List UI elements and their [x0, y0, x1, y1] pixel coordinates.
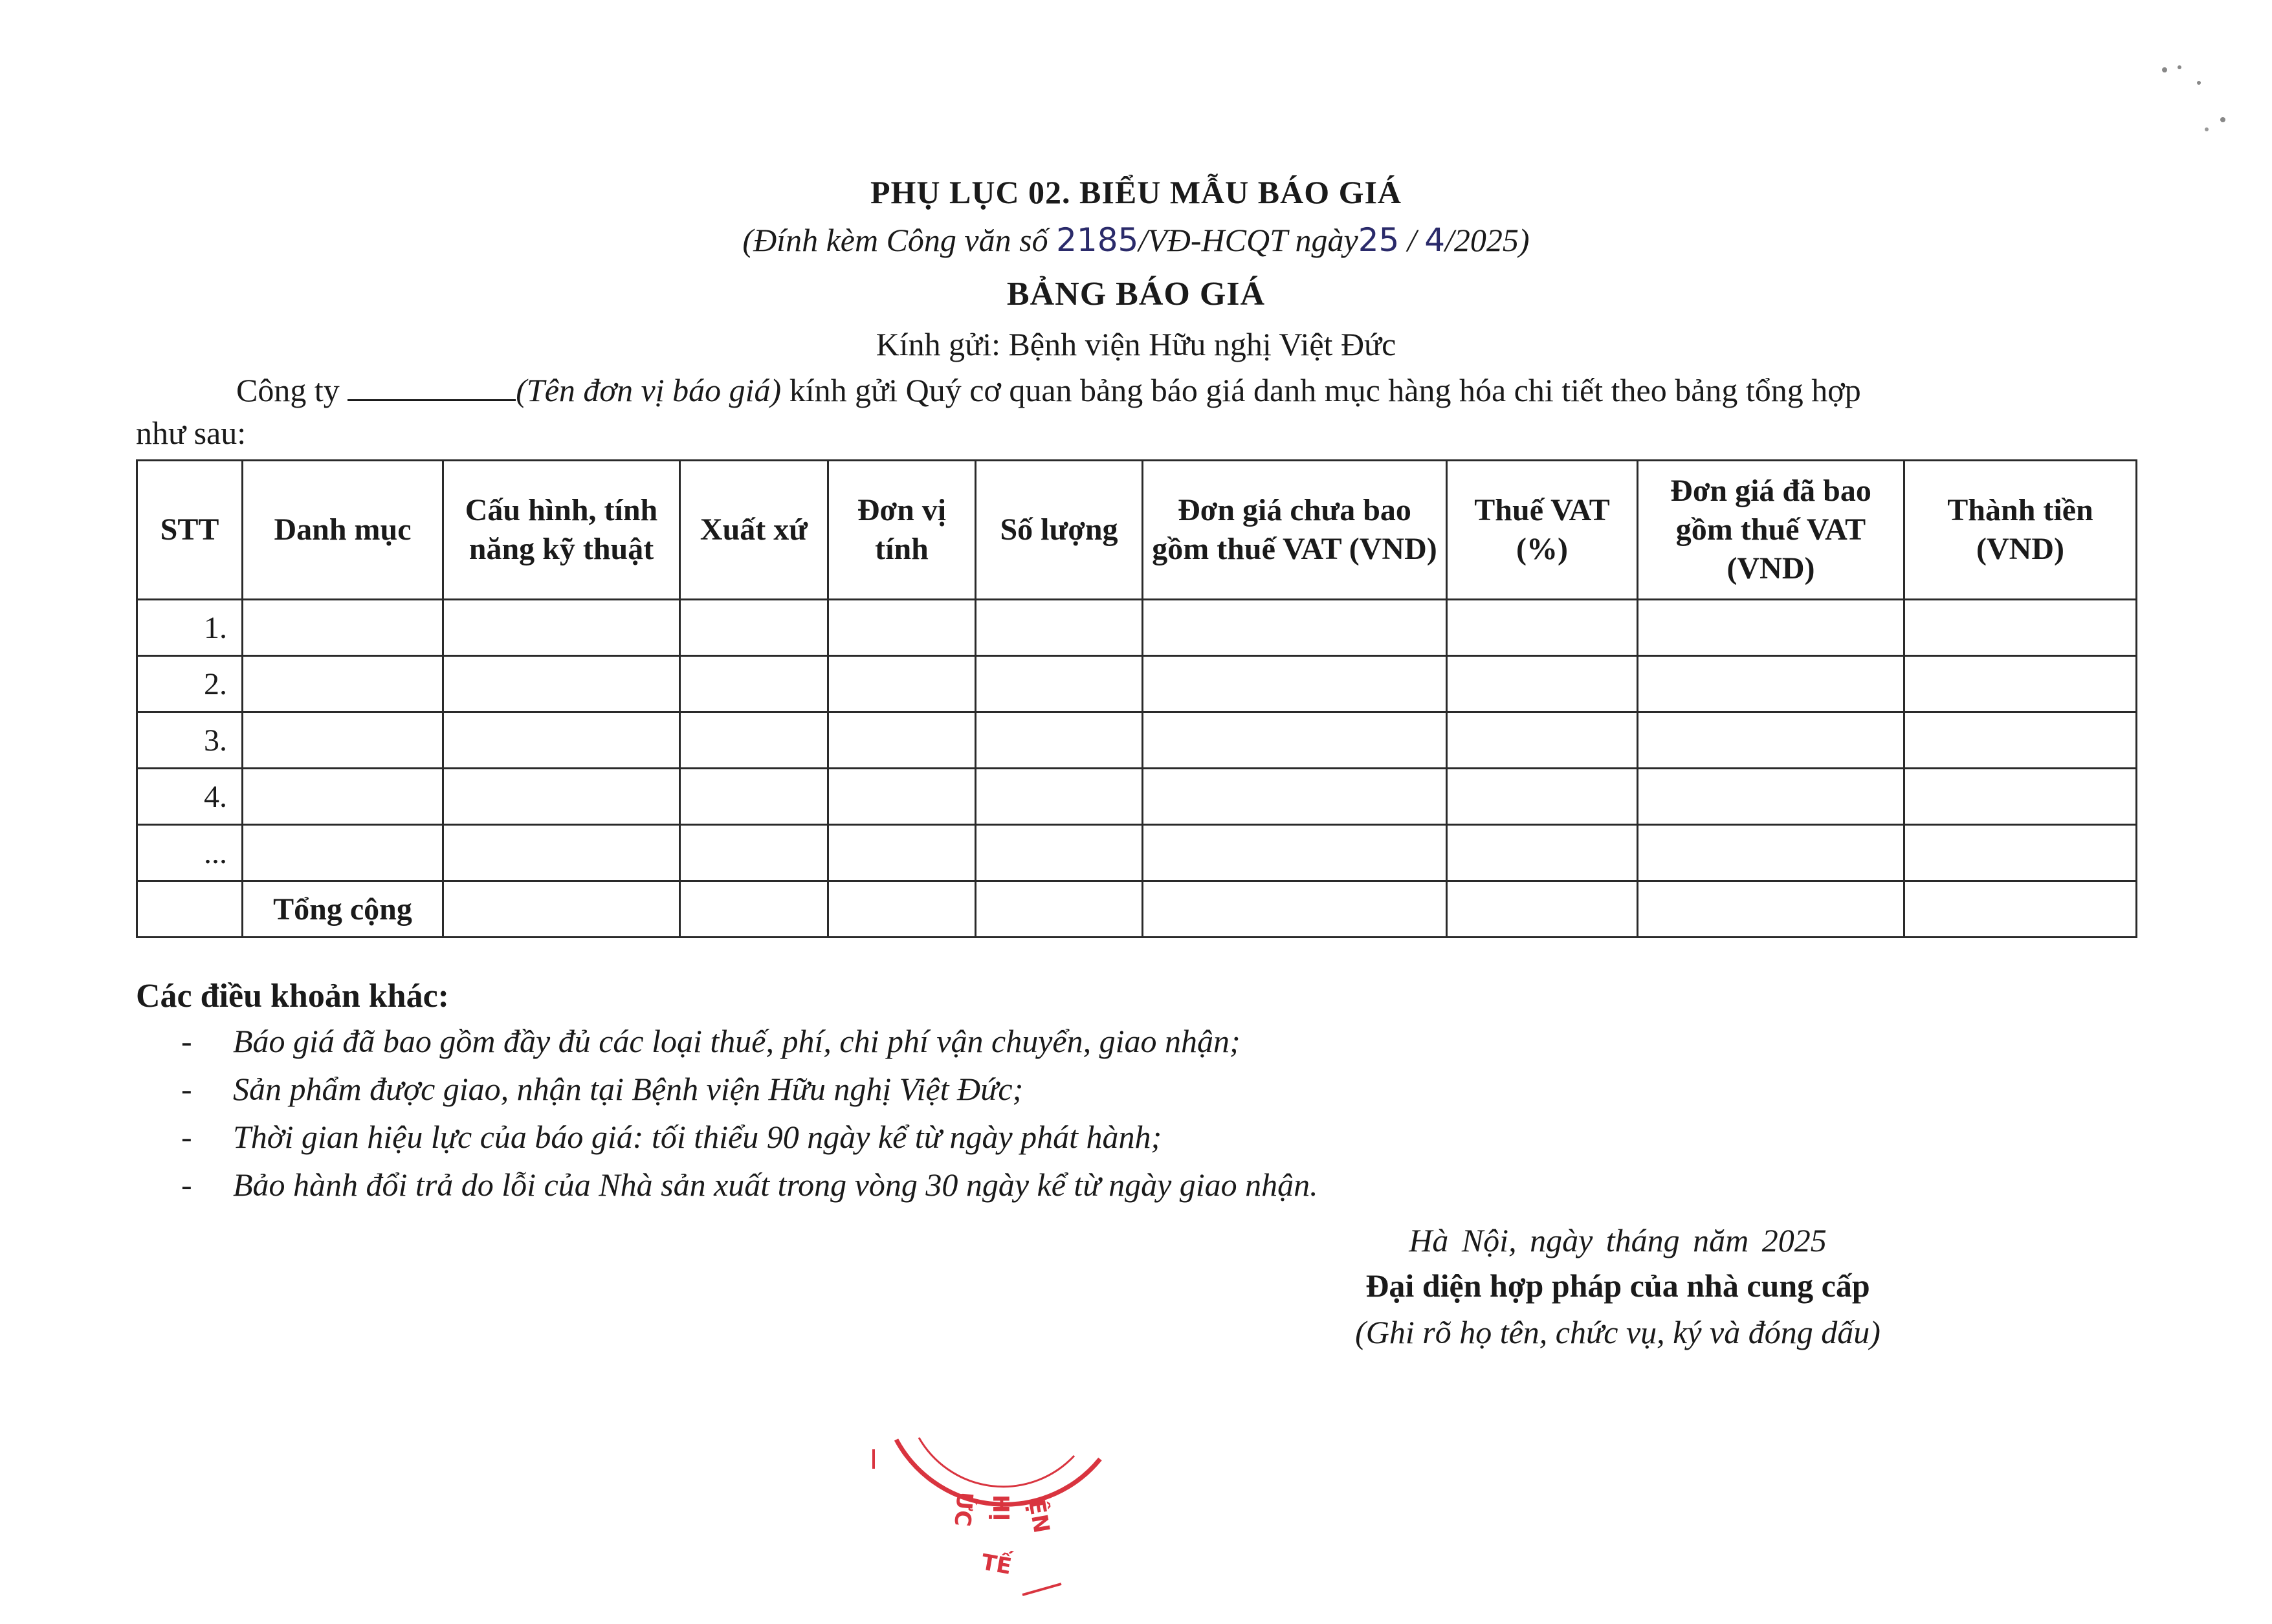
table-cell — [1447, 769, 1638, 825]
table-cell — [1638, 825, 1904, 881]
table-row — [137, 825, 2137, 881]
header-vat-rate: Thuế VAT (%) — [1447, 461, 1638, 600]
table-cell — [443, 656, 680, 712]
row-number: ... — [137, 825, 243, 881]
signature-title: Đại diện hợp pháp của nhà cung cấp — [1365, 1267, 1870, 1304]
official-stamp — [867, 1430, 1126, 1624]
attachment-mid: /VĐ-HCQT ngày — [1138, 222, 1358, 258]
header-unit: Đơn vị tính — [828, 461, 976, 600]
table-cell — [828, 712, 976, 769]
signature-note: (Ghi rõ họ tên, chức vụ, ký và đóng dấu) — [1355, 1314, 1880, 1350]
attachment-prefix: (Đính kèm Công văn số — [742, 222, 1057, 258]
header-quantity: Số lượng — [976, 461, 1143, 600]
date-separator: / — [1399, 222, 1425, 258]
total-label: Tổng cộng — [243, 881, 443, 938]
quotation-table — [136, 459, 2137, 938]
table-cell — [828, 825, 976, 881]
table-row — [137, 656, 2137, 712]
table-cell — [1447, 881, 1638, 938]
term-text: Bảo hành đổi trả do lỗi của Nhà sản xuất trong vòng 30 ngày kể từ ngày giao nhận. — [233, 1167, 1318, 1203]
table-cell — [443, 712, 680, 769]
header-amount: Thành tiền (VND) — [1904, 461, 2137, 600]
table-row — [137, 769, 2137, 825]
handwritten-day: 25 — [1358, 221, 1400, 259]
table-cell — [1638, 600, 1904, 656]
table-cell — [1904, 712, 2137, 769]
table-cell — [1638, 656, 1904, 712]
table-cell — [243, 600, 443, 656]
recipient-line: Kính gửi: Bệnh viện Hữu nghị Việt Đức — [876, 326, 1396, 362]
table-cell — [680, 600, 828, 656]
table-cell — [443, 825, 680, 881]
table-cell — [828, 600, 976, 656]
row-number: 1. — [137, 600, 243, 656]
table-cell — [1447, 825, 1638, 881]
table-cell — [828, 881, 976, 938]
table-cell — [680, 712, 828, 769]
company-placeholder: (Tên đơn vị báo giá) — [516, 372, 782, 408]
term-text: Báo giá đã bao gồm đầy đủ các loại thuế, phí, chi phí vận chuyển, giao nhận; — [233, 1023, 1241, 1059]
table-cell — [443, 600, 680, 656]
table-cell — [1143, 881, 1447, 938]
table-cell — [1447, 656, 1638, 712]
table-cell — [1904, 656, 2137, 712]
table-cell — [976, 656, 1143, 712]
row-number: 3. — [137, 712, 243, 769]
header-unit-price-incl-vat: Đơn giá đã bao gồm thuế VAT (VND) — [1638, 461, 1904, 600]
table-cell — [1638, 881, 1904, 938]
stamp-text-4: TẾ — [979, 1549, 1014, 1580]
table-cell — [680, 769, 828, 825]
table-cell — [1904, 825, 2137, 881]
table-cell — [137, 881, 243, 938]
stamp-text-3: ỨC — [949, 1491, 978, 1528]
table-cell — [680, 825, 828, 881]
list-item — [181, 1022, 2058, 1070]
terms-list — [181, 1022, 2058, 1214]
header-stt: STT — [137, 461, 243, 600]
table-cell — [1143, 825, 1447, 881]
attachment-suffix: /2025) — [1445, 222, 1530, 258]
row-number: 2. — [137, 656, 243, 712]
intro-text-1: kính gửi Quý cơ quan bảng báo giá danh mục hàng hóa chi tiết theo bảng tổng hợp — [781, 372, 1861, 408]
stamp-text-2: HỊ — [987, 1495, 1013, 1522]
table-cell — [1143, 656, 1447, 712]
header-origin: Xuất xứ — [680, 461, 828, 600]
table-header-row — [137, 461, 2137, 600]
table-row — [137, 600, 2137, 656]
table-cell — [680, 656, 828, 712]
table-cell — [443, 881, 680, 938]
bullet-dash: - — [181, 1023, 192, 1059]
bullet-dash: - — [181, 1071, 192, 1107]
table-cell — [976, 769, 1143, 825]
table-cell — [1638, 712, 1904, 769]
table-cell — [828, 656, 976, 712]
intro-line-1 — [136, 369, 2077, 411]
term-text: Sản phẩm được giao, nhận tại Bệnh viện Hữu nghị Việt Đức; — [233, 1071, 1024, 1107]
table-total-row — [137, 881, 2137, 938]
table-cell — [828, 769, 976, 825]
table-cell — [680, 881, 828, 938]
table-cell — [976, 825, 1143, 881]
intro-line-2: như sau: — [136, 415, 247, 451]
bullet-dash: - — [181, 1119, 192, 1155]
header-specification: Cấu hình, tính năng kỹ thuật — [443, 461, 680, 600]
handwritten-month: 4 — [1424, 221, 1446, 259]
table-cell — [1447, 600, 1638, 656]
table-cell — [1904, 769, 2137, 825]
signature-date-line: Hà Nội, ngày tháng năm 2025 — [1409, 1222, 1827, 1258]
table-cell — [1904, 881, 2137, 938]
intro-paragraph — [136, 369, 2077, 454]
scan-specks — [2148, 58, 2245, 142]
document-title: BẢNG BÁO GIÁ — [1006, 276, 1266, 313]
table-cell — [1638, 769, 1904, 825]
stamp-text-1: ỆN — [1023, 1497, 1055, 1535]
terms-title: Các điều khoản khác: — [136, 978, 449, 1015]
header-unit-price-excl-vat: Đơn giá chưa bao gồm thuế VAT (VND) — [1143, 461, 1447, 600]
table-cell — [243, 769, 443, 825]
table-cell — [243, 825, 443, 881]
table-cell — [1143, 712, 1447, 769]
appendix-title: PHỤ LỤC 02. BIỂU MẪU BÁO GIÁ — [870, 174, 1402, 210]
bullet-dash: - — [181, 1167, 192, 1203]
table-row — [137, 712, 2137, 769]
row-number: 4. — [137, 769, 243, 825]
list-item — [181, 1070, 2058, 1118]
table-cell — [976, 600, 1143, 656]
table-cell — [1143, 600, 1447, 656]
table-cell — [1447, 712, 1638, 769]
table-cell — [243, 656, 443, 712]
header-category: Danh mục — [243, 461, 443, 600]
table-cell — [976, 881, 1143, 938]
list-item — [181, 1166, 2058, 1214]
company-name-blank — [347, 373, 516, 401]
table-cell — [443, 769, 680, 825]
attachment-reference — [0, 221, 2272, 259]
list-item — [181, 1118, 2058, 1166]
table-cell — [1143, 769, 1447, 825]
table-cell — [1904, 600, 2137, 656]
table-cell — [976, 712, 1143, 769]
term-text: Thời gian hiệu lực của báo giá: tối thiểu 90 ngày kể từ ngày phát hành; — [233, 1119, 1162, 1155]
handwritten-doc-number: 2185 — [1056, 221, 1139, 259]
company-label: Công ty — [236, 372, 340, 408]
table-cell — [243, 712, 443, 769]
